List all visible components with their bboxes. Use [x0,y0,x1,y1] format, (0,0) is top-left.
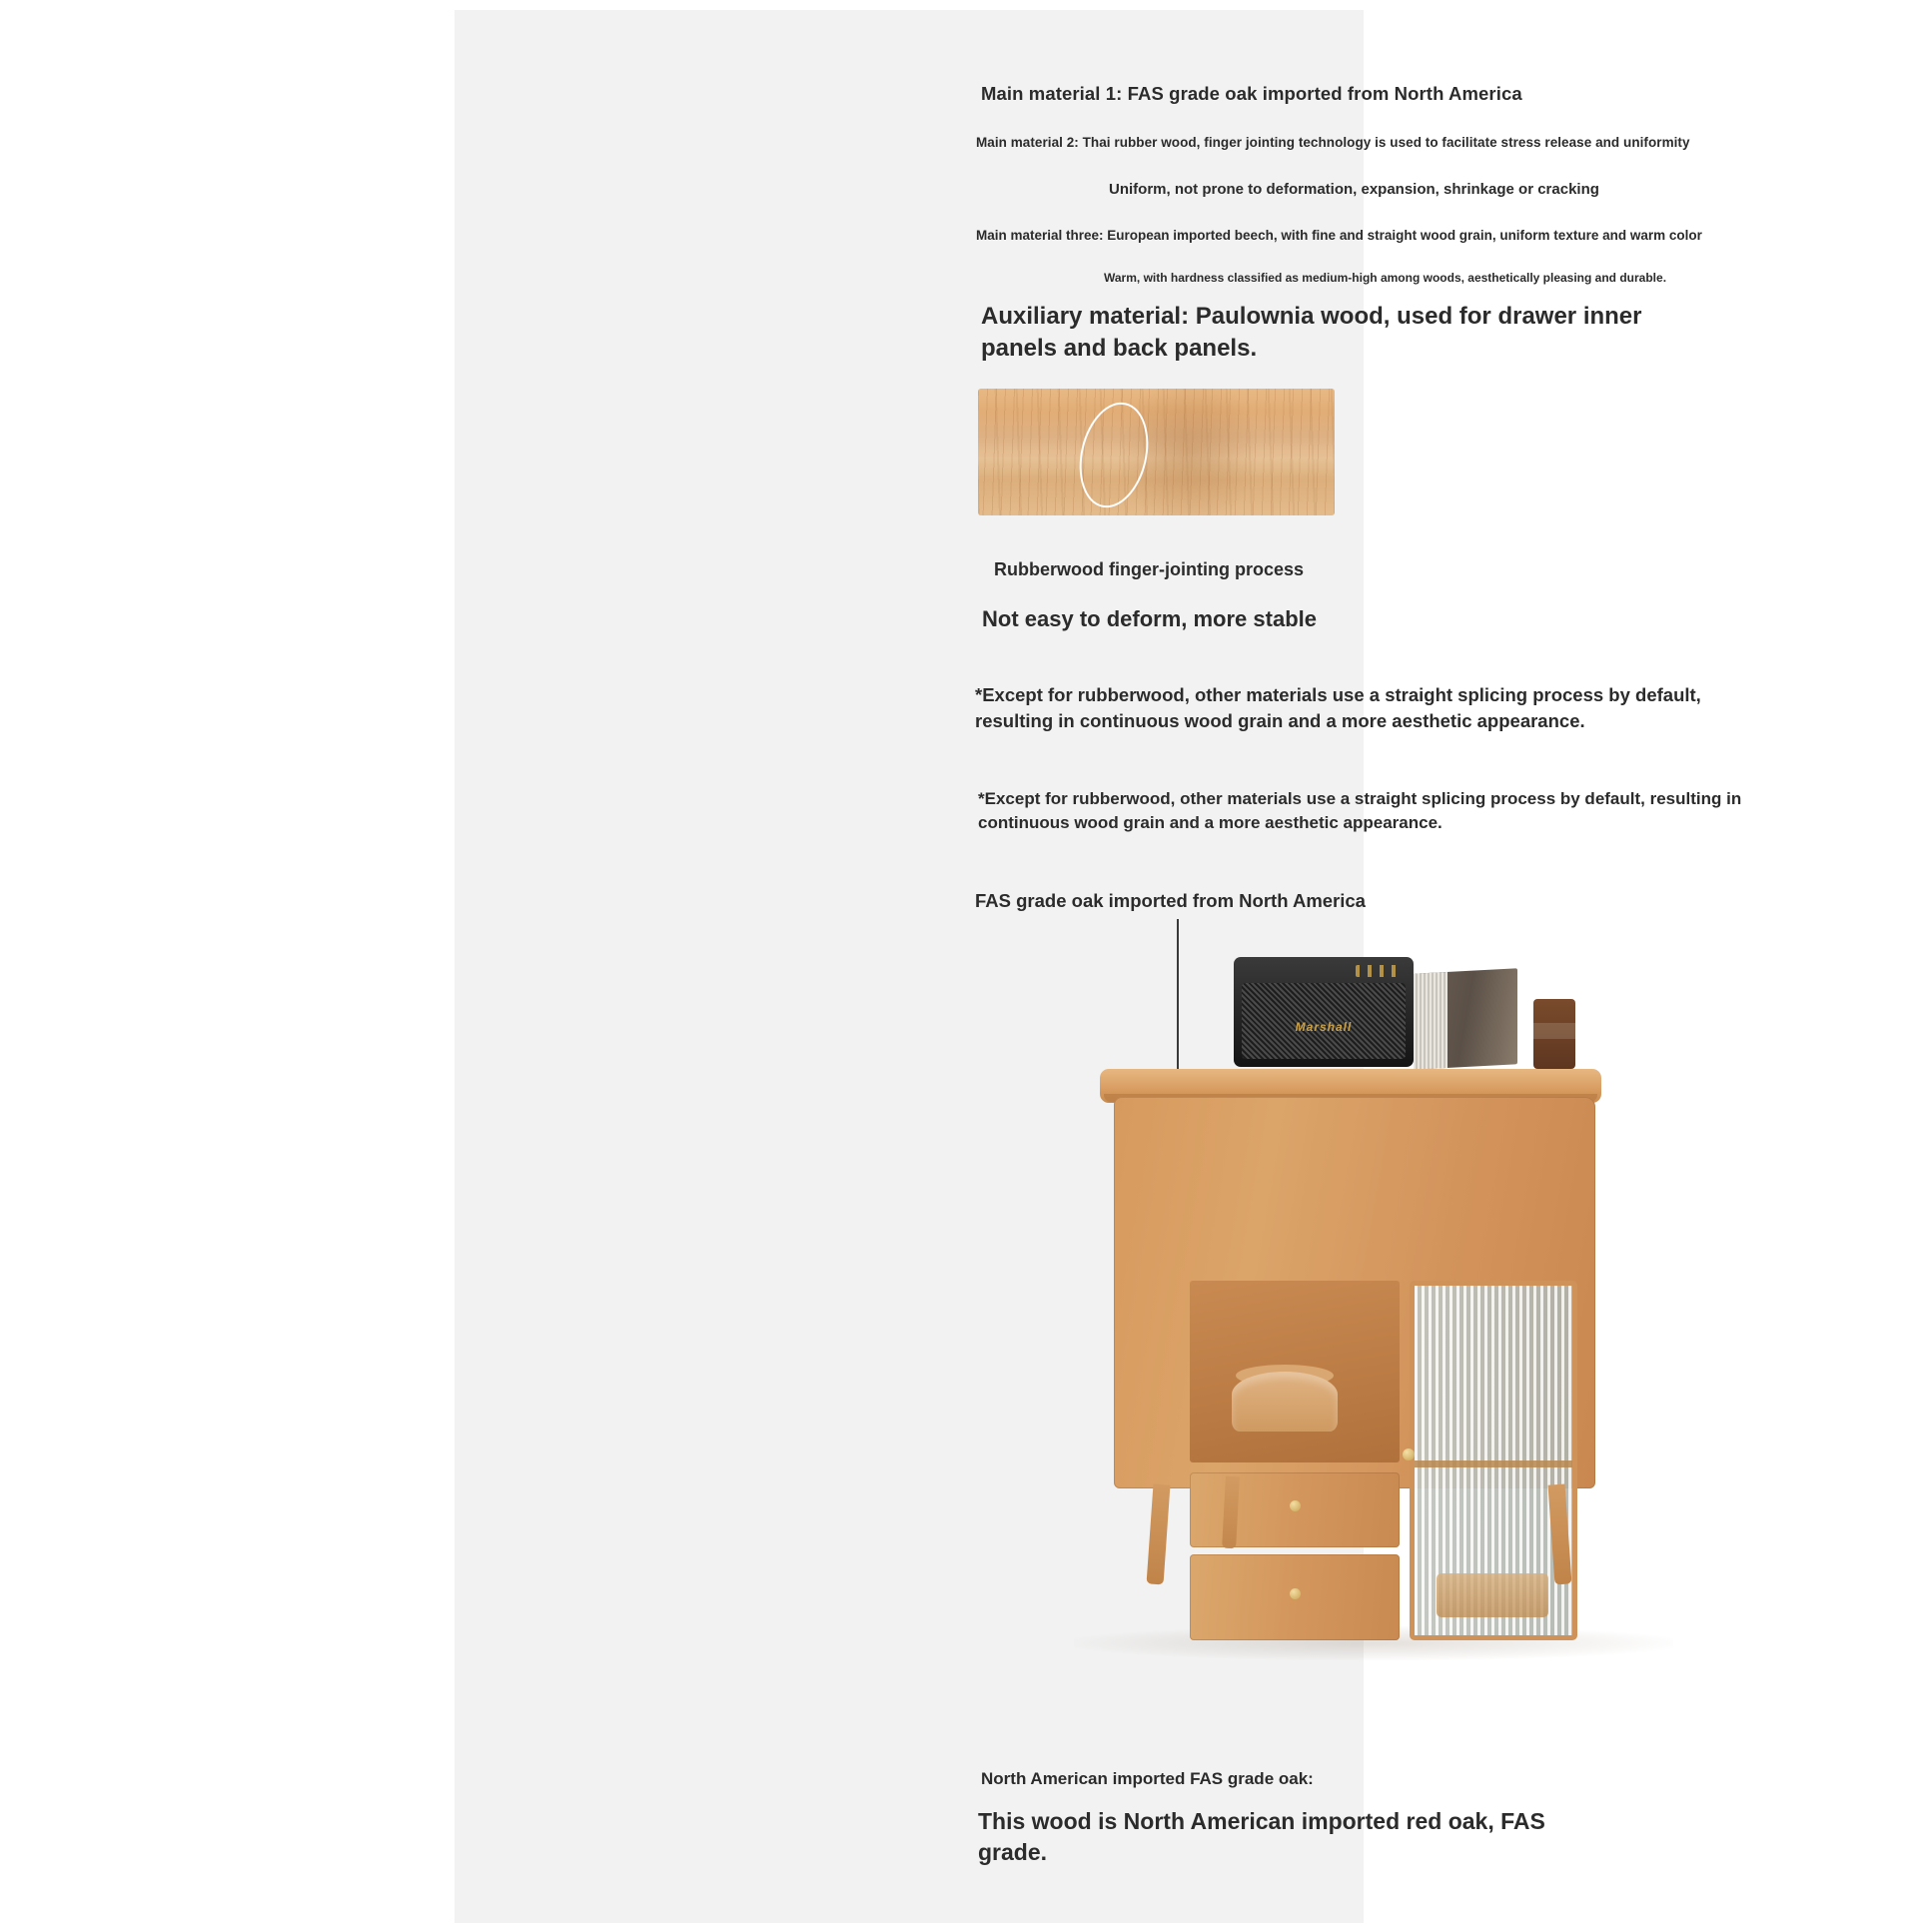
speaker-knobs-icon [1356,965,1402,977]
bottom-label-text: North American imported FAS grade oak: [981,1769,1314,1788]
books-prop [1414,968,1517,1069]
warm-note-text: Warm, with hardness classified as medium-high among woods, aesthetically pleasing and durable. [1104,271,1667,285]
speaker-brand-label: Marshall [1295,1020,1353,1034]
door-knob [1403,1449,1415,1460]
interior-basket [1437,1573,1548,1617]
speaker-prop [1234,957,1414,1067]
main-material-3-text: Main material three: European imported beech, with fine and straight wood grain, uniform texture and warm color [976,228,1702,243]
book-pages [1414,972,1448,1070]
drawer-lower-knob [1290,1588,1301,1599]
splice-note-1-text: *Except for rubberwood, other materials use a straight splicing process by default, resulting in continuous wood grain and a more aesthetic appearance. [975,684,1701,732]
photo-callout-text: FAS grade oak imported from North America [975,890,1366,911]
rubberwood-swatch-image [978,389,1335,515]
stable-note-text: Not easy to deform, more stable [982,606,1317,631]
interior-shelf [1415,1460,1572,1467]
fluted-glass-door [1410,1281,1577,1640]
swatch-caption-text: Rubberwood finger-jointing process [994,559,1304,579]
cabinet-body [1114,1097,1595,1488]
candle-jar-prop [1533,999,1575,1069]
cabinet-leg-front-left [1147,1484,1171,1585]
candle-label-band [1533,1023,1575,1039]
main-material-2-text: Main material 2: Thai rubber wood, finger jointing technology is used to facilitate stress release and uniformity [976,135,1690,150]
splice-note-2-text: *Except for rubberwood, other materials use a straight splicing process by default, resulting in continuous wood grain and a more aesthetic appearance. [978,789,1742,833]
product-photo [1054,929,1693,1688]
bottom-description-text: This wood is North American imported red oak, FAS grade. [978,1808,1545,1865]
drawer-upper-knob [1290,1500,1301,1511]
content-panel [455,10,1742,1923]
main-material-1-text: Main material 1: FAS grade oak imported from North America [981,83,1522,104]
uniform-note-text: Uniform, not prone to deformation, expansion, shrinkage or cracking [1109,181,1599,198]
woven-basket-prop [1232,1372,1338,1432]
auxiliary-material-heading: Auxiliary material: Paulownia wood, used for drawer inner panels and back panels. [981,303,1642,363]
